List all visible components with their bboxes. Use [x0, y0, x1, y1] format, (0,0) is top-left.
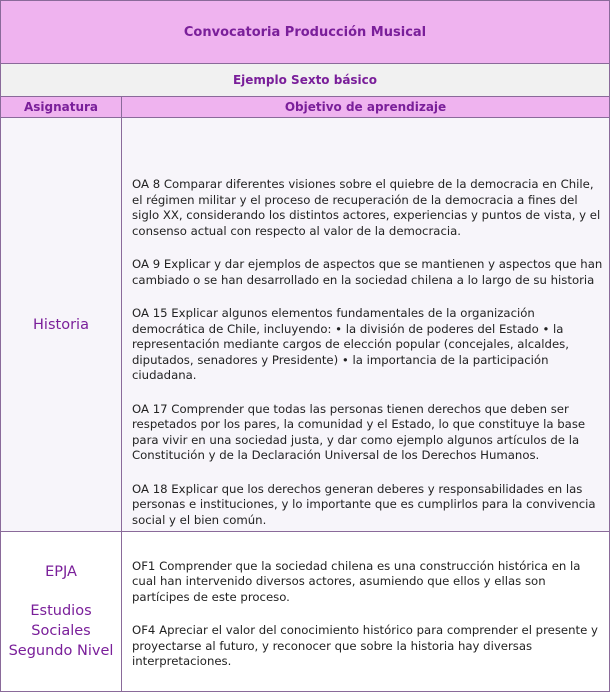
- objective-oa15: OA 15 Explicar algunos elementos fundamentales de la organización democrática de Chile, incluyendo: • la división de poderes del Estado • la representación mediante cargos de elección popular (concejales, alcaldes, diputados, senadores y Presidente) • la importancia de la participación ciudadana.: [132, 306, 569, 382]
- header-row: [1, 97, 610, 118]
- objective-oa8: OA 8 Comparar diferentes visiones sobre el quiebre de la democracia en Chile, el régimen militar y el proceso de recuperación de la democracia a fines del siglo XX, considerando los distintos actores, experiencias y puntos de vista, y el consenso actual con respecto al valor de la democracia.: [132, 177, 601, 238]
- table-subtitle: Ejemplo Sexto básico: [1, 64, 610, 97]
- header-objective: Objetivo de aprendizaje: [122, 97, 610, 118]
- subject-epja-line: Estudios: [30, 603, 92, 619]
- subject-epja-line: Segundo Nivel: [8, 643, 114, 659]
- subject-epja-line: EPJA: [45, 564, 77, 580]
- subject-historia: Historia: [1, 118, 122, 532]
- table-row: [1, 532, 610, 692]
- objectives-epja: [122, 532, 610, 692]
- objective-of1: OF1 Comprender que la sociedad chilena es una construcción histórica en la cual han intervenido diversos actores, asumiendo que ellos y ellas son partícipes de este proceso.: [132, 558, 581, 604]
- subject-epja-line: Sociales: [31, 623, 91, 639]
- objective-of4: OF4 Apreciar el valor del conocimiento histórico para comprender el presente y proyectarse al futuro, y reconocer que sobre la historia hay diversas interpretaciones.: [132, 623, 598, 668]
- subtitle-row: [1, 64, 610, 97]
- title-row: [1, 1, 610, 64]
- objectives-historia: [122, 118, 610, 532]
- subject-epja: [1, 532, 122, 692]
- objective-oa17: OA 17 Comprender que todas las personas tienen derechos que deben ser respetados por los pares, la comunidad y el Estado, lo que constituye la base para vivir en una sociedad justa, y dar como ejemplo algunos artículos de la Constitución y de la Declaración Universal de los Derechos Humanos.: [132, 401, 586, 462]
- objective-oa9: OA 9 Explicar y dar ejemplos de aspectos que se mantienen y aspectos que han cambiado o se han desarrollado en la sociedad chilena a lo largo de su historia: [132, 257, 603, 287]
- table-title: Convocatoria Producción Musical: [1, 1, 610, 64]
- objective-oa18: OA 18 Explicar que los derechos generan deberes y responsabilidades en las personas e instituciones, y lo importante que es cumplirlos para la convivencia social y el bien común.: [132, 481, 596, 527]
- header-subject: Asignatura: [1, 97, 122, 118]
- table-row: [1, 118, 610, 532]
